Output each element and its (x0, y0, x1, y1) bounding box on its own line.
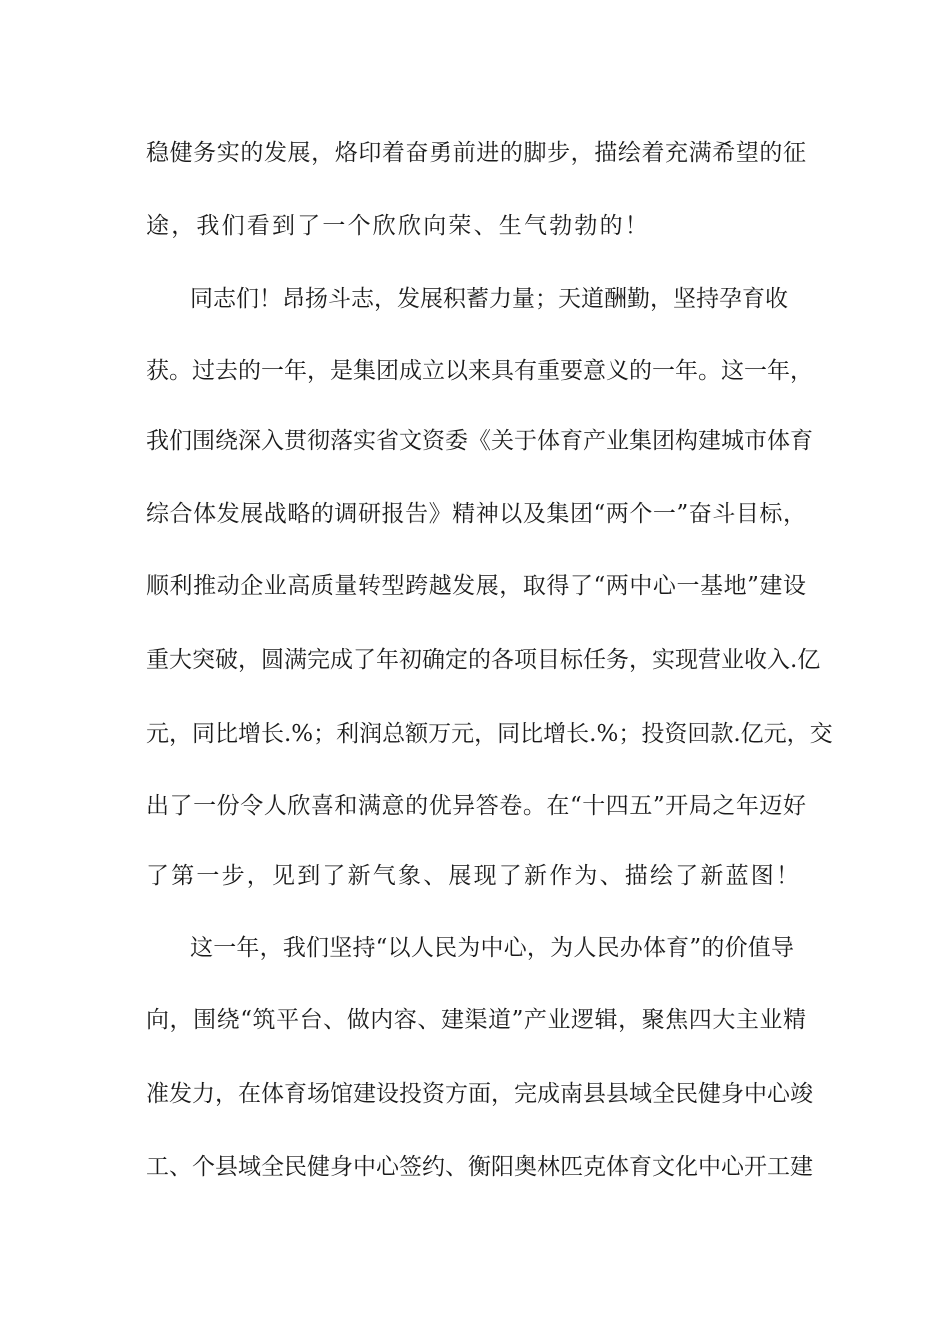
paragraph-line: 获。过去的一年，是集团成立以来具有重要意义的一年。这一年， (146, 358, 813, 384)
paragraph-line: 向，围绕“筑平台、做内容、建渠道”产业逻辑，聚焦四大主业精 (146, 1007, 806, 1033)
paragraph-line: 出了一份令人欣喜和满意的优异答卷。在“十四五”开局之年迈好 (146, 793, 806, 819)
paragraph-line: 同志们！昂扬斗志，发展积蓄力量；天道酬勤，坚持孕育收 (190, 286, 788, 312)
paragraph-line: 综合体发展战略的调研报告》精神以及集团“两个一”奋斗目标， (146, 501, 806, 527)
paragraph-line: 顺利推动企业高质量转型跨越发展，取得了“两中心一基地”建设 (146, 573, 806, 599)
paragraph-line: 元，同比增长.%；利润总额万元，同比增长.%；投资回款.亿元，交 (146, 721, 833, 747)
paragraph-line: 准发力，在体育场馆建设投资方面，完成南县县域全民健身中心竣 (146, 1081, 813, 1107)
paragraph-line: 稳健务实的发展，烙印着奋勇前进的脚步，描绘着充满希望的征 (146, 140, 806, 166)
paragraph-line: 这一年，我们坚持“以人民为中心，为人民办体育”的价值导 (190, 935, 794, 961)
paragraph-line: 重大突破，圆满完成了年初确定的各项目标任务，实现营业收入.亿 (146, 647, 821, 673)
paragraph-line: 途，我们看到了一个欣欣向荣、生气勃勃的！ (146, 213, 650, 239)
paragraph-line: 工、个县域全民健身中心签约、衡阳奥林匹克体育文化中心开工建 (146, 1154, 813, 1180)
paragraph-line: 我们围绕深入贯彻落实省文资委《关于体育产业集团构建城市体育 (146, 428, 813, 454)
paragraph-line: 了第一步，见到了新气象、展现了新作为、描绘了新蓝图！ (146, 863, 802, 889)
